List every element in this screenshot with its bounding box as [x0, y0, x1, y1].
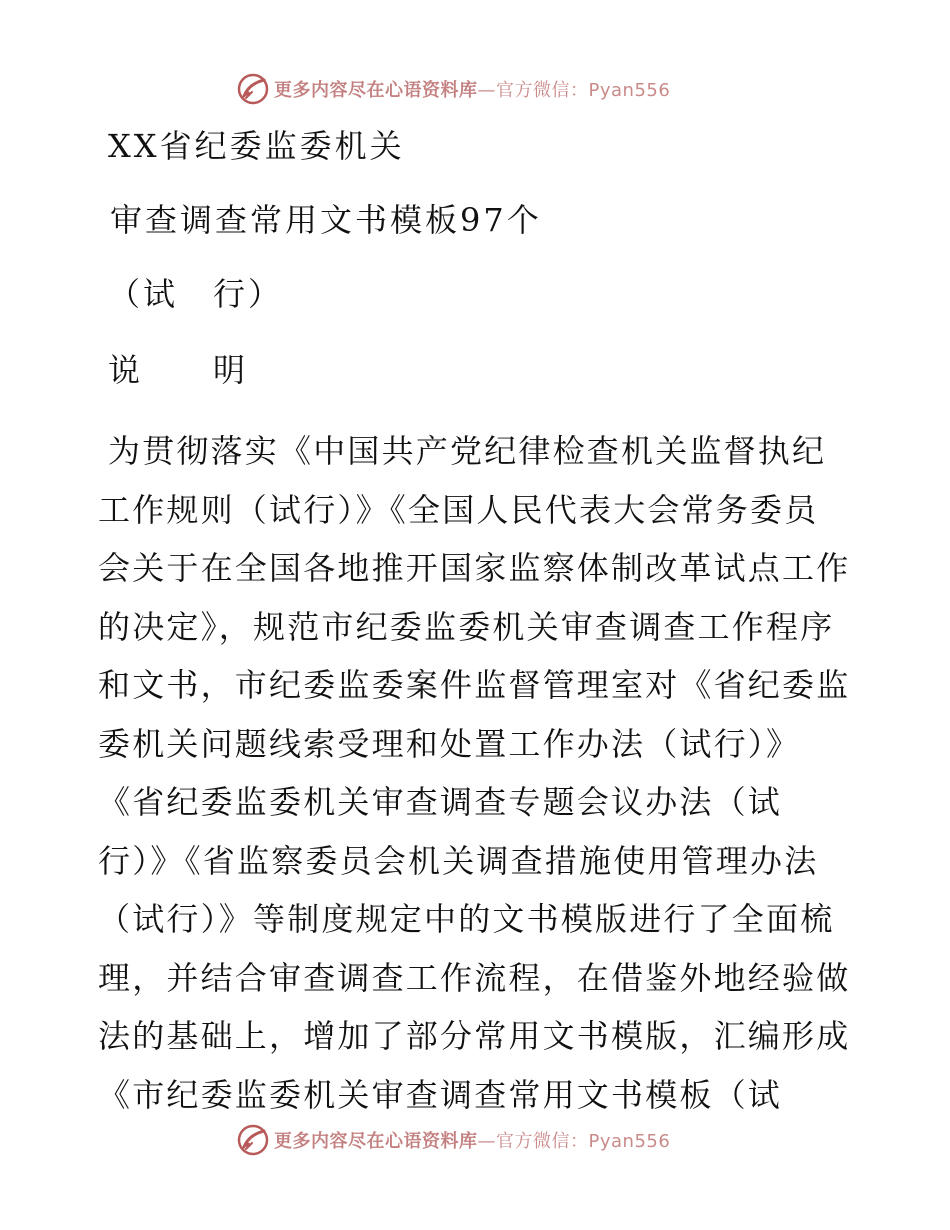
body-line: 工作规则（试行）》《全国人民代表大会常务委员	[98, 490, 819, 529]
watermark-text: 更多内容尽在心语资料库—官方微信：Pyan556	[274, 1131, 671, 1152]
pen-circle-logo-icon	[236, 72, 270, 106]
body-line: 《市纪委监委机关审查调查常用文书模板（试	[98, 1075, 783, 1114]
watermark-text: 更多内容尽在心语资料库—官方微信：Pyan556	[274, 80, 671, 101]
body-line: 委机关问题线索受理和处置工作办法（试行）》	[98, 724, 801, 763]
body-line: 《省纪委监委机关审查调查专题会议办法（试	[98, 783, 783, 821]
doc-title-trial: （试 行）	[108, 275, 284, 313]
body-line: 理，并结合审查调查工作流程，在借鉴外地经验做	[98, 958, 851, 997]
watermark-footer	[236, 1123, 670, 1157]
body-line: 会关于在全国各地推开国家监察体制改革试点工作	[98, 549, 851, 587]
body-line: 的决定》，规范市纪委监委机关审查调查工作程序	[98, 607, 835, 646]
body-line: 和文书，市纪委监委案件监督管理室对《省纪委监	[98, 666, 851, 704]
doc-title-main: 审查调查常用文书模板97个	[110, 201, 542, 239]
body-line: 为贯彻落实《中国共产党纪律检查机关监督执纪	[108, 432, 827, 470]
doc-title-org: XX省纪委监委机关	[108, 127, 405, 165]
pen-circle-logo-icon	[236, 1123, 270, 1157]
body-line: 行）》《省监察委员会机关调查措施使用管理办法	[98, 841, 819, 880]
body-paragraph	[98, 422, 858, 1124]
section-heading-explanation: 说 明	[108, 351, 249, 389]
body-line: 法的基础上，增加了部分常用文书模版，汇编形成	[98, 1017, 851, 1055]
watermark-header	[236, 72, 670, 106]
body-line: （试行）》等制度规定中的文书模版进行了全面梳	[98, 900, 835, 938]
